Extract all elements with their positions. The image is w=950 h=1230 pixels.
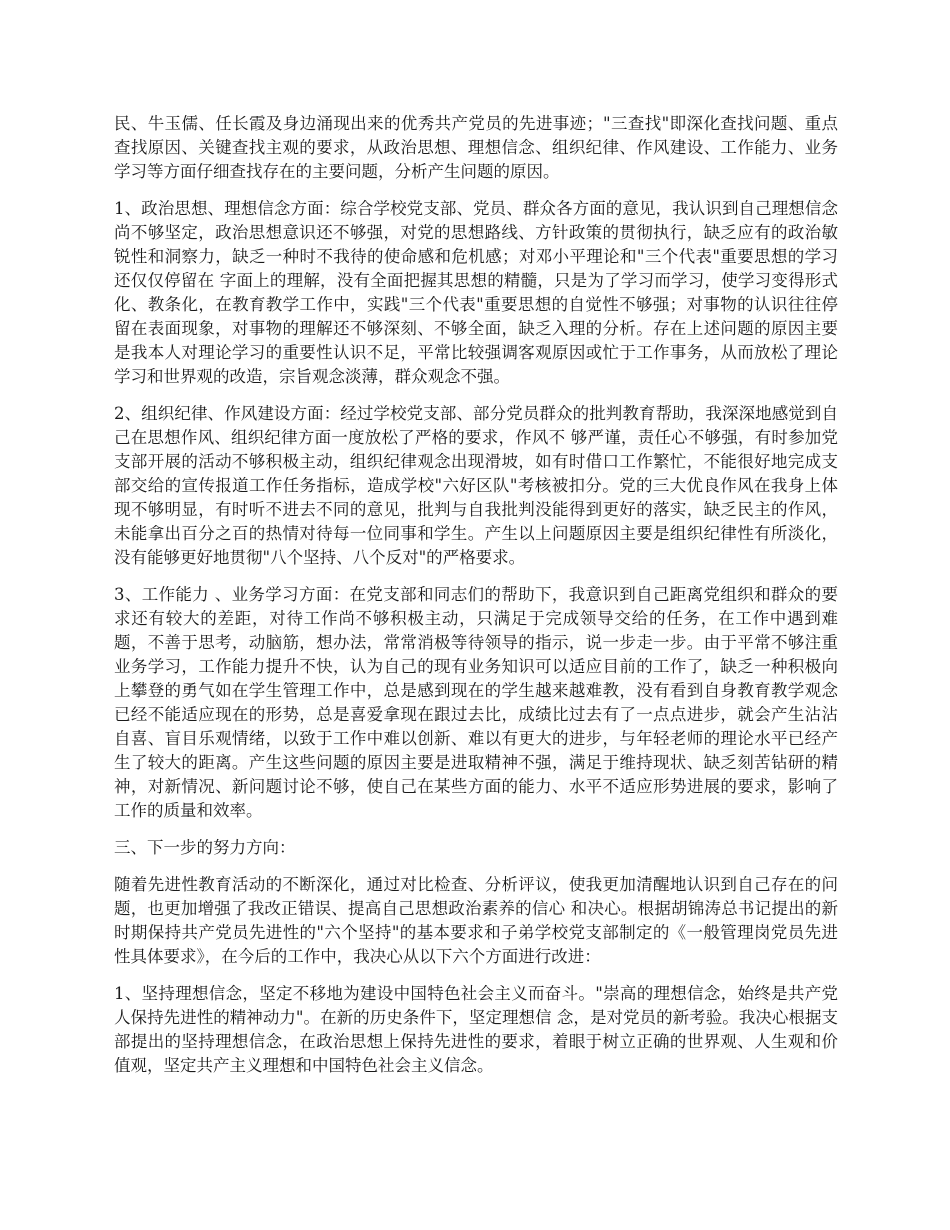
- paragraph-work-ability: 3、工作能力 、业务学习方面：在党支部和同志们的帮助下，我意识到自己距离党组织和群众的要求还有较大的差距，对待工作尚不够积极主动，只满足于完成领导交给的任务，在工作中遇到难题，不善于思考，动脑筋，想办法，常常消极等待领导的指示，说一步走一步。由于平常不够注重业务学习，工作能力提升不快，认为自己的现有业务知识可以适应目前的工作了，缺乏一种积极向上攀登的勇气如在学生管理工作中，总是感到现在的学生越来越难教，没有看到自身教育教学观念已经不能适应现在的形势，总是喜爱拿现在跟过去比，成绩比过去有了一点点进步，就会产生沾沾自喜、盲目乐观情绪，以致于工作中难以创新、难以有更大的进步，与年轻老师的理论水平已经产生了较大的距离。产生这些问题的原因主要是进取精神不强，满足于维持现状、缺乏刻苦钻研的精神，对新情况、新问题讨论不够，使自己在某些方面的能力、水平不适应形势进展的要求，影响了工作的质量和效率。: [114, 585, 838, 820]
- paragraph-ideals-belief: 1、坚持理想信念，坚定不移地为建设中国特色社会主义而奋斗。"崇高的理想信念，始终是共产党人保持先进性的精神动力"。在新的历史条件下，坚定理想信 念，是对党员的新考验。我决心根据支部提出的坚持理想信念，在政治思想上保持先进性的要求，着眼于树立正确的世界观、人生观和价值观，坚定共产主义理想和中国特色社会主义信念。: [114, 984, 838, 1075]
- paragraph-political-thought: 1、政治思想、理想信念方面：综合学校党支部、党员、群众各方面的意见，我认识到自己理想信念尚不够坚定，政治思想意识还不够强，对党的思想路线、方针政策的贯彻执行，缺乏应有的政治敏锐性和洞察力，缺乏一种时不我待的使命感和危机感；对邓小平理论和"三个代表"重要思想的学习还仅仅停留在 字面上的理解，没有全面把握其思想的精髓，只是为了学习而学习，使学习变得形式化、教条化，在教育教学工作中，实践"三个代表"重要思想的自觉性不够强；对事物的认识往往停留在表面现象，对事物的理解还不够深刻、不够全面，缺乏入理的分析。存在上述问题的原因主要是我本人对理论学习的重要性认识不足，平常比较强调客观原因或忙于工作事务，从而放松了理论学习和世界观的改造，宗旨观念淡薄，群众观念不强。: [114, 199, 838, 386]
- paragraph-organization-discipline: 2、组织纪律、作风建设方面：经过学校党支部、部分党员群众的批判教育帮助，我深深地感觉到自己在思想作风、组织纪律方面一度放松了严格的要求，作风不 够严谨，责任心不够强，有时参加党支部开展的活动不够积极主动，组织纪律观念出现滑坡，如有时借口工作繁忙，不能很好地完成支部交给的宣传报道工作任务指标，造成学校"六好区队"考核被扣分。党的三大优良作风在我身上体现不够明显，有时听不进去不同的意见，批判与自我批判没能得到更好的落实，缺乏民主的作风，未能拿出百分之百的热情对待每一位同事和学生。产生以上问题原因主要是组织纪律性有所淡化，没有能够更好地贯彻"八个坚持、八个反对"的严格要求。: [114, 404, 838, 567]
- paragraph-intro: 民、牛玉儒、任长霞及身边涌现出来的优秀共产党员的先进事迹；"三查找"即深化查找问题、重点查找原因、关键查找主观的要求，从政治思想、理想信念、组织纪律、作风建设、工作能力、业务学习等方面仔细查找存在的主要问题，分析产生问题的原因。: [114, 114, 838, 181]
- paragraph-next-steps-intro: 随着先进性教育活动的不断深化，通过对比检查、分析评议，使我更加清醒地认识到自己存在的问题，也更加增强了我改正错误、提高自己思想政治素养的信心 和决心。根据胡锦涛总书记提出的新时期保持共产党员先进性的"六个坚持"的基本要求和子弟学校党支部制定的《一般管理岗党员先进性具体要求》，在今后的工作中，我决心从以下六个方面进行改进：: [114, 875, 838, 966]
- document-page: [114, 112, 838, 1091]
- section-heading-next-steps: 三、下一步的努力方向：: [114, 838, 296, 857]
